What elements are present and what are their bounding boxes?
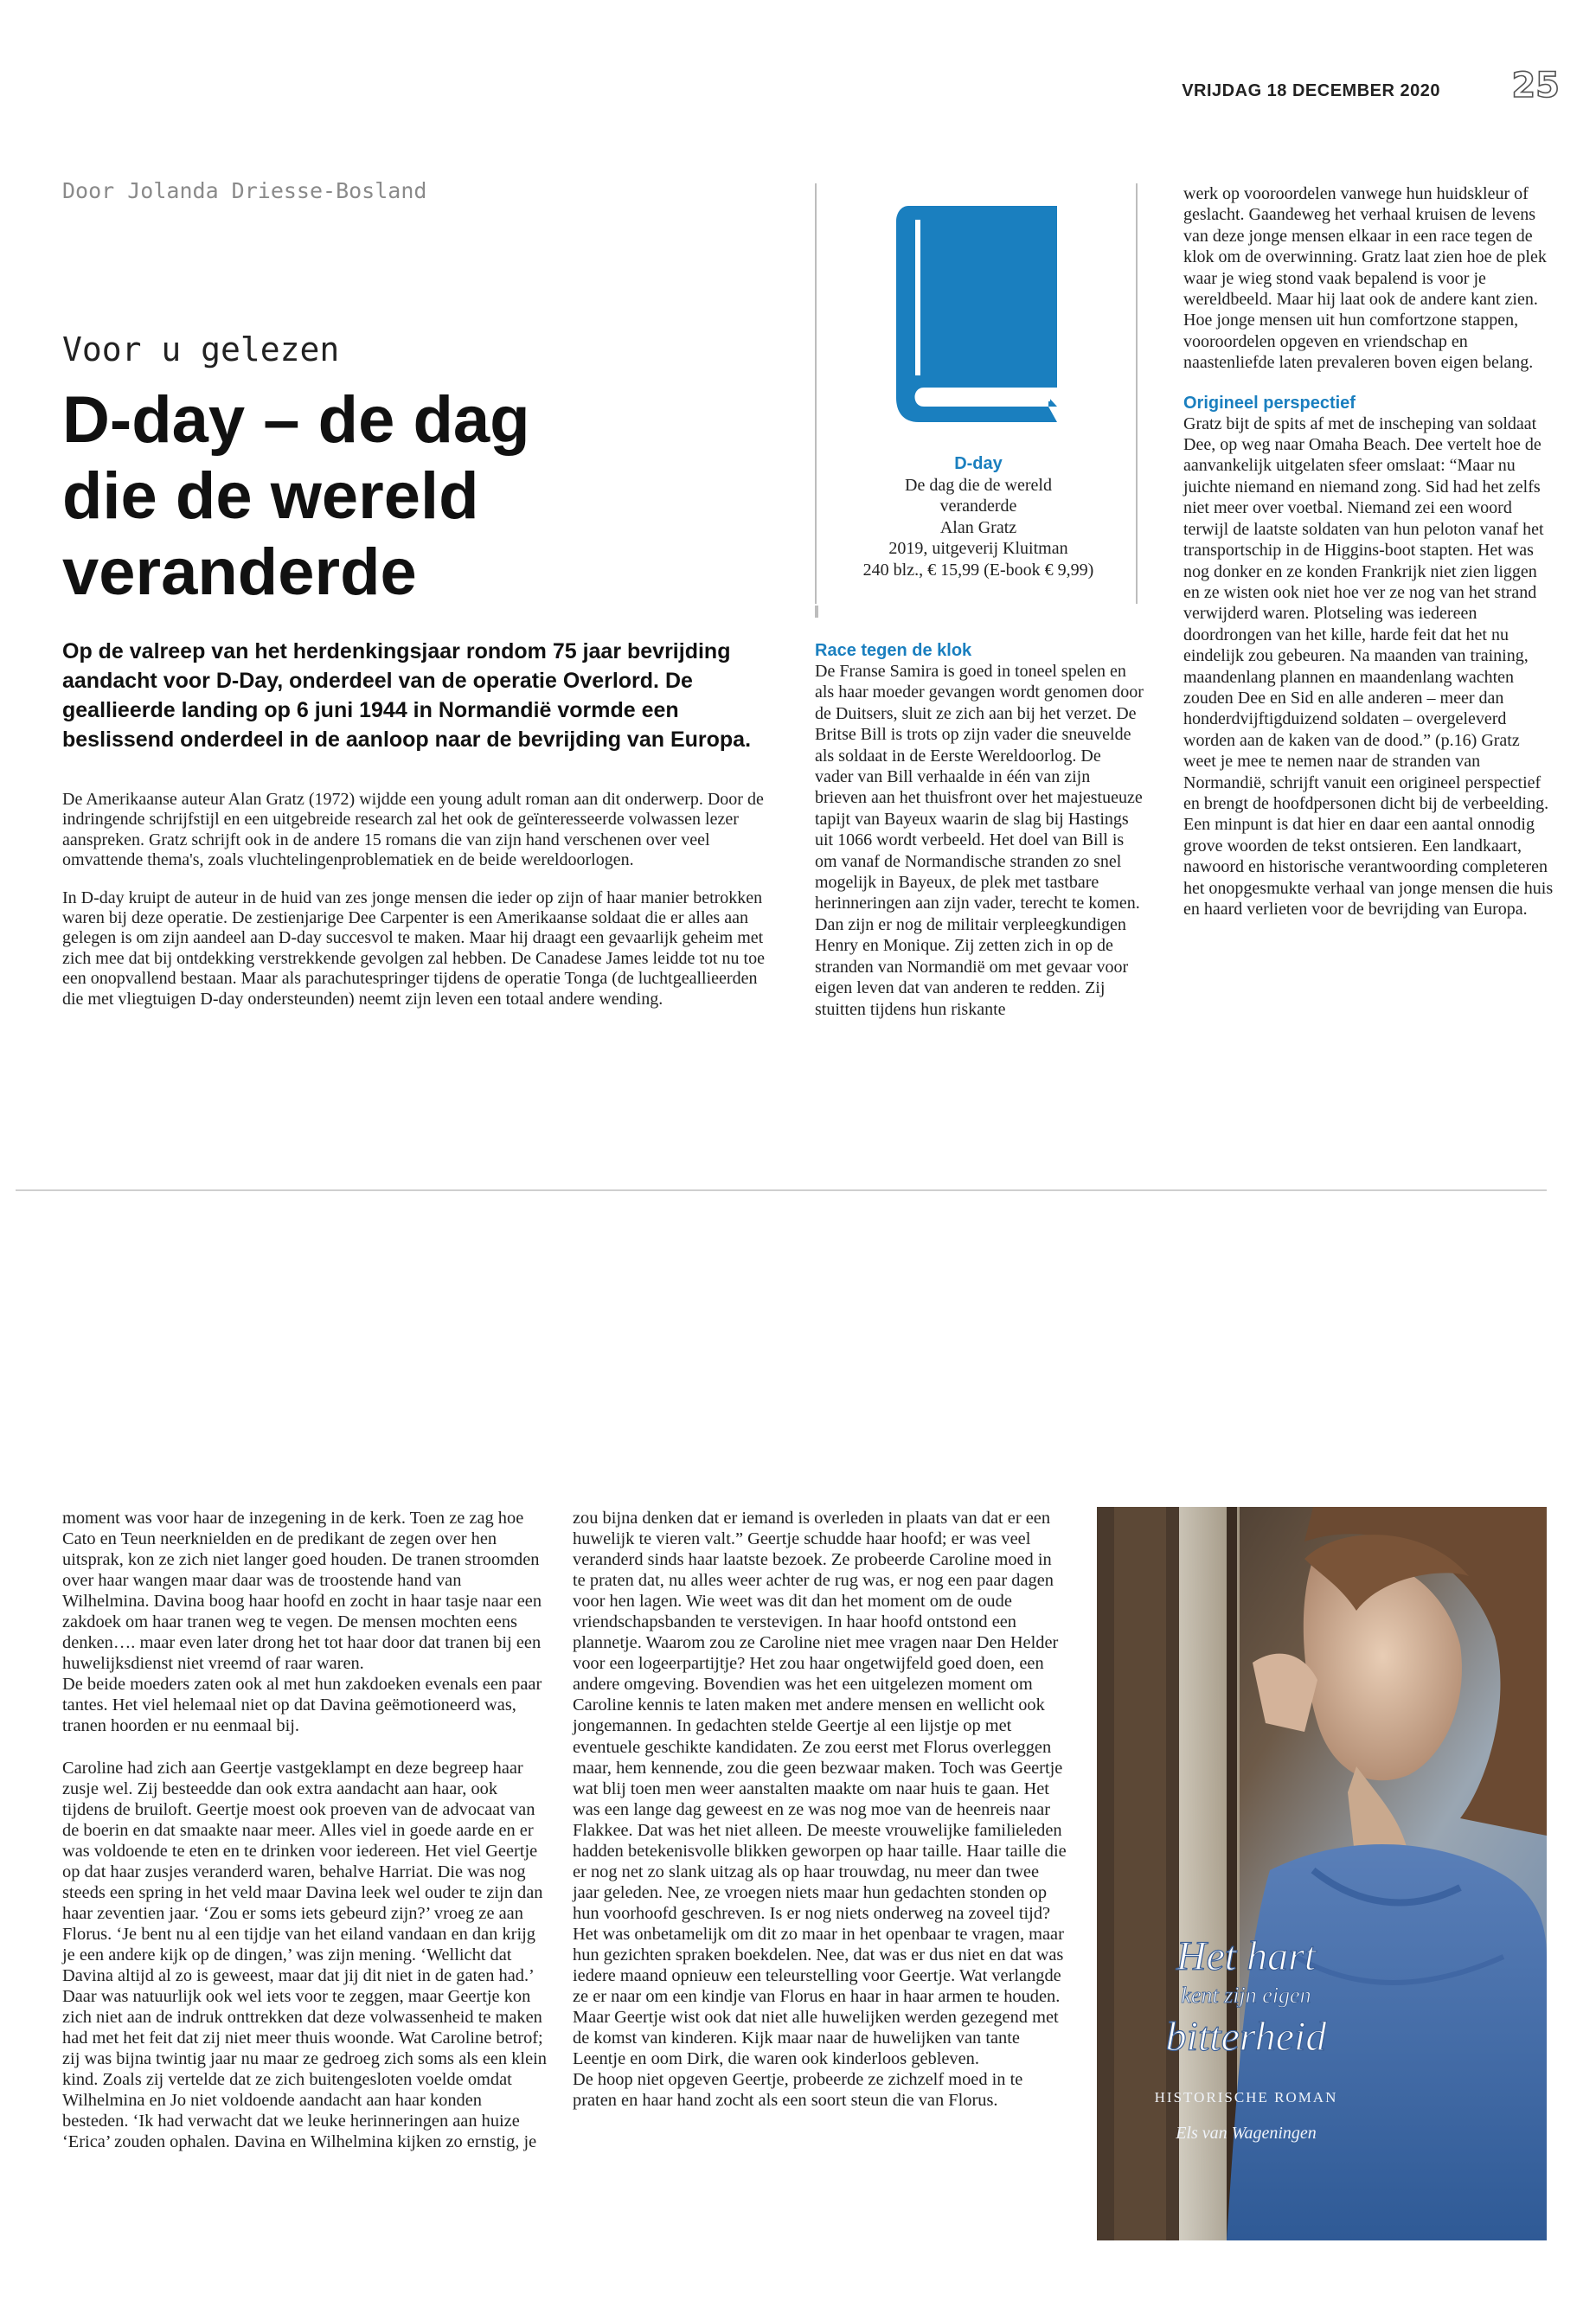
column-rule: [1136, 183, 1138, 604]
book-subtitle: De dag die de wereld: [905, 475, 1052, 495]
story-paragraph: moment was voor haar de inzegening in de kerk. Toen ze zag hoe Cato en Teun neerknielden en de predikant de zegen over hen uitsprak, kon ze zich niet langer goed houden. De tranen stroomden over haar wangen maar daar was de troostende hand van Wilhelmina. Davina boog haar hoofd en zocht in haar tasje naar een zakdoek om haar tranen weg te vegen. De mensen mochten eens denken…. maar even later drong het tot haar door dat tranen bij een huwelijksdienst niet vreemd of raar waren.: [62, 1509, 542, 1674]
column-rule: [815, 183, 817, 604]
page-number: 25: [1511, 66, 1560, 106]
cover-title-line-3: bitterheid: [1165, 2014, 1327, 2060]
book-cover: [1097, 1507, 1547, 2240]
headline-line-1: D-day – de dag: [62, 383, 530, 457]
cover-title-line-2: kent zijn eigen: [1181, 1983, 1311, 2008]
header-date: VRIJDAG 18 DECEMBER 2020: [1182, 81, 1440, 100]
article-paragraph: De Amerikaanse auteur Alan Gratz (1972) wijdde een young adult roman aan dit onderwerp. Door de indringende schrijfstijl en een uitgebreide research zal het ook de geïnteresseerde volwassen lezer aanspreken. Gratz schrijft ook in de andere 15 romans die van zijn hand verschenen over veel omvattende thema's, zoals vluchtelingenproblematiek en de beide wereldoorlogen.: [62, 790, 764, 870]
article-paragraph: In D-day kruipt de auteur in de huid van zes jonge mensen die ieder op zijn of haar manier betrokken waren bij deze operatie. De zestienjarige Dee Carpenter is een Amerikaanse soldaat die er alles aan gelegen is om zijn aandeel aan D-day succesvol te maken. Maar hij draagt een gevaarlijk geheim met zich mee dat bij ontdekking verstrekkende gevolgen zal hebben. De Canadese James leidde tot nu toe een onopvallend bestaan. Maar als parachutespringer tijdens de operatie Tonga (de luchtgeallieerden die met vliegtuigen D-day ondersteunden) neemt zijn leven een totaal andere wending.: [62, 888, 765, 1009]
column-rule: [815, 606, 818, 618]
article-paragraph: Gratz bijt de spits af met de inscheping van soldaat Dee, op weg naar Omaha Beach. Dee vertelt hoe de aanvankelijk uitgelaten sfeer omslaat: “Maar nu juichte niemand en niemand zong. Sid had het zelfs niet meer over voetbal. Niemand zei een woord terwijl de laatste soldaten van hun peloton vanaf het transportschip in de Higgins-boot stapten. Het was nog donker en ze konden Frankrijk niet zien liggen en ze wisten ook niet hoe ver ze nog van het strand verwijderd waren. Plotseling was iedereen doordrongen van het kille, harde feit dat het nu eindelijk zou gebeuren. Na maanden van training, maandenlang plannen en maandenlang wachten zouden Dee en Sid en alle anderen – meer dan honderdvijftigduizend soldaten – overgeleverd worden aan de kaken van de dood.” (p.16) Gratz weet je mee te nemen naar de stranden van Normandië, schrijft vanuit een origineel perspectief en brengt de hoofdpersonen dicht bij de verbeelding. Een minpunt is dat hier en daar een aantal onnodig grove woorden de tekst ontsieren. Een landkaart, nawoord en historische verantwoording completeren het onopgesmukte verhaal van jonge mensen die huis en haard verlieten voor de bevrijding van Europa.: [1183, 413, 1554, 919]
story-paragraph: Caroline had zich aan Geertje vastgeklampt en deze begreep haar zusje wel. Zij besteedde dan ook extra aandacht aan haar, ook tijdens de bruiloft. Geertje moest ook proeven van de advocaat van de boerin en dat smaakte naar meer. Alles viel in goede aarde en er was voldoende te eten en te drinken voor iedereen. Het viel Geertje op dat haar zusjes veranderd waren, behalve Harriat. Die was nog steeds een spring in het veld maar Davina leek wel ouder te zijn dan haar zeventien jaar. ‘Zou er soms iets gebeurd zijn?’ vroeg ze aan Florus. ‘Je bent nu al een tijdje van het eiland vandaan en dan krijg je een andere kijk op de dingen,’ was zijn mening. ‘Wellicht dat Davina altijd al zo is geweest, maar dat jij dit niet in de gaten had.’ Daar was natuurlijk ook wel iets voor te zeggen, maar Geertje kon zich niet aan de indruk onttrekken dat deze volwassenheid te maken had met het feit dat zij niet meer thuis woonde. Wat Caroline betrof; zij was bijna twintig jaar nu maar ze gedroeg zich soms als een klein kind. Zoals zij vertelde dat ze zich buitengesloten voelde omdat Wilhelmina en Jo niet voldoende aandacht aan haar konden besteden. ‘Ik had verwacht dat we leuke herinneringen aan huize ‘Erica’ zouden ophalen. Davina en Wilhelmina kijken zo ernstig, je: [62, 1758, 547, 2152]
story-paragraph: De beide moeders zaten ook al met hun zakdoeken evenals een paar tantes. Het viel helemaal niet op dat Davina geëmotioneerd was, tranen hoorden er nu eenmaal bij.: [62, 1675, 542, 1736]
story-paragraph: De hoop niet opgeven Geertje, probeerde ze zichzelf moed in te praten en haar hand zocht als een soort steun die van Florus.: [573, 2070, 1023, 2111]
intro-paragraph: Op de valreep van het herdenkingsjaar rondom 75 jaar bevrijding aandacht voor D-Day, onderdeel van de operatie Overlord. De geallieerde landing op 6 juni 1944 in Normandië vormde een beslissend onderdeel in de aanloop naar de bevrijding van Europa.: [62, 639, 752, 752]
cover-title-box: [1131, 1935, 1361, 2144]
section-divider: [16, 1189, 1547, 1191]
article-paragraph: werk op vooroordelen vanwege hun huidskleur of geslacht. Gaandeweg het verhaal kruisen de levens van deze jonge mensen elkaar in een race tegen de klok om de overwinning. Gratz laat zien hoe de plek waar je wieg stond vaak bepalend is voor je wereldbeeld. Maar hij laat ook de andere kant zien. Hoe jonge mensen uit hun comfortzone stappen, vooroordelen opgeven en vriendschap en naastenliefde laten prevaleren boven eigen belang.: [1183, 184, 1547, 373]
article-paragraph: De Franse Samira is goed in toneel spelen en als haar moeder gevangen wordt genomen door de Duitsers, sluit ze zich aan bij het verzet. De Britse Bill is trots op zijn vader die sneuvelde als soldaat in de Eerste Wereldoorlog. De vader van Bill verhaalde in één van zijn brieven aan het thuisfront over het majestueuze tapijt van Bayeux waarin de slag bij Hastings uit 1066 wordt verbeeld. Het doel van Bill is om vanaf de Normandische stranden zo snel mogelijk in Bayeux, de plek met tastbare herinneringen aan zijn vader, terecht te komen. Dan zijn er nog de militair verpleegkundigen Henry en Monique. Zij zetten zich in op de stranden van Normandië om met gevaar voor eigen leven dat van anderen te redden. Zij stuitten tijdens hun riskante: [815, 662, 1144, 1019]
article-right-column: [1183, 183, 1555, 920]
book-price: 240 blz., € 15,99 (E-book € 9,99): [862, 560, 1094, 580]
book-info: [822, 453, 1135, 580]
headline-line-3: veranderde: [62, 535, 417, 609]
cover-title-line-1: Het hart: [1176, 1933, 1317, 1979]
section-heading: Race tegen de klok: [815, 641, 972, 660]
kicker: Voor u gelezen: [62, 330, 340, 369]
headline: [62, 382, 772, 611]
byline: Door Jolanda Driesse-Bosland: [62, 178, 427, 203]
story-paragraph: zou bijna denken dat er iemand is overleden in plaats van dat er een huwelijk te vieren valt.” Geertje schudde haar hoofd; er was veel veranderd sinds haar laatste bezoek. Ze probeerde Caroline moed in te praten dat, nu alles weer achter de rug was, er nog een paar dagen voor hen lagen. Wie weet was dit dan het moment om de oude vriendschapsbanden te verstevigen. In haar hoofd ontstond een plannetje. Waarom zou ze Caroline niet mee vragen naar Den Helder voor een logeerpartijtje? Het zou haar ongetwijfeld goed doen, een andere omgeving. Bovendien was het een uitgelezen moment om Caroline kennis te laten maken met andere mensen en wellicht ook jongemannen. In gedachten stelde Geertje al een lijstje op met eventuele geschikte kandidaten. Ze zou eerst met Florus overleggen maar, hem kennende, zou die geen bezwaar maken. Toch was Geertje wat blij toen men weer aanstalten maakte om naar huis te gaan. Het was een lange dag geweest en ze was nog moe van de heenreis naar Flakkee. Dat was het niet alleen. De meeste vrouwelijke familieleden hadden betekenisvolle blikken geworpen op haar taille. Haar taille die er nog net zo slank uitzag als op haar trouwdag, nu meer dan twee jaar geleden. Nee, ze vroegen niets maar hun gedachten stonden op hun voorhoofd geschreven. Is er nog niets onderweg na zoveel tijd? Het was onbetamelijk om dit zo maar in het openbaar te vragen, maar hun gezichten spraken boekdelen. Nee, dat was er dus niet en dat was iedere maand opnieuw een teleurstelling voor Geertje. Wat verlangde ze er naar om een kindje van Florus en haar in haar armen te houden. Maar Geertje wist ook dat niet alle huwelijken werden gezegend met de komst van kinderen. Kijk maar naar de huwelijken van tante Leentje en oom Dirk, die waren ook kinderloos gebleven.: [573, 1509, 1067, 2069]
book-icon: [896, 206, 1069, 422]
article-middle-column: [815, 640, 1144, 1020]
story-column-2: [573, 1508, 1067, 2111]
cover-genre: HISTORISCHE ROMAN: [1154, 2089, 1338, 2106]
book-subtitle: veranderde: [939, 497, 1017, 516]
article-left-column: [62, 790, 772, 1009]
book-author: Alan Gratz: [939, 517, 1017, 537]
story-column-1: [62, 1508, 547, 2152]
book-publisher: 2019, uitgeverij Kluitman: [888, 539, 1068, 558]
headline-line-2: die de wereld: [62, 459, 479, 533]
section-heading: Origineel perspectief: [1183, 393, 1356, 413]
book-title: D-day: [954, 454, 1003, 473]
cover-author: Els van Wageningen: [1176, 2124, 1317, 2143]
